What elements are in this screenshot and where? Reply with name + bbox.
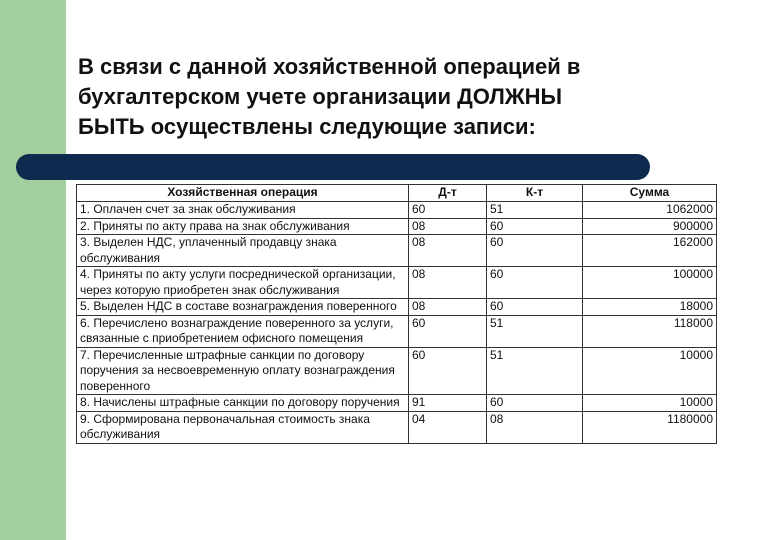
operations-table [76, 184, 717, 444]
cell-credit: 60 [487, 218, 583, 235]
title-line-2: бухгалтерском учете организации ДОЛЖНЫ [78, 84, 563, 109]
slide-title [78, 52, 728, 142]
header-debit: Д-т [409, 185, 487, 202]
cell-operation: 3. Выделен НДС, уплаченный продавцу знака обслуживания [77, 235, 409, 267]
cell-amount: 162000 [583, 235, 717, 267]
table-row [77, 411, 717, 443]
cell-debit: 91 [409, 395, 487, 412]
header-amount: Сумма [583, 185, 717, 202]
cell-debit: 08 [409, 299, 487, 316]
table-row [77, 202, 717, 219]
cell-debit: 04 [409, 411, 487, 443]
cell-debit: 08 [409, 218, 487, 235]
table-header-row [77, 185, 717, 202]
cell-amount: 100000 [583, 267, 717, 299]
cell-debit: 60 [409, 202, 487, 219]
header-operation: Хозяйственная операция [77, 185, 409, 202]
cell-operation: 8. Начислены штрафные санкции по договору поручения [77, 395, 409, 412]
title-line-3: БЫТЬ осуществлены следующие записи: [78, 114, 536, 139]
cell-credit: 51 [487, 315, 583, 347]
cell-debit: 60 [409, 347, 487, 395]
table-row [77, 218, 717, 235]
cell-debit: 08 [409, 267, 487, 299]
cell-operation: 5. Выделен НДС в составе вознаграждения поверенного [77, 299, 409, 316]
cell-debit: 08 [409, 235, 487, 267]
title-divider-bar [16, 154, 650, 180]
cell-amount: 118000 [583, 315, 717, 347]
cell-operation: 4. Приняты по акту услуги посреднической организации, через которую приобретен знак обслуживания [77, 267, 409, 299]
cell-amount: 10000 [583, 347, 717, 395]
cell-amount: 10000 [583, 395, 717, 412]
table-row [77, 299, 717, 316]
cell-amount: 900000 [583, 218, 717, 235]
cell-credit: 51 [487, 202, 583, 219]
table-row [77, 395, 717, 412]
cell-amount: 1180000 [583, 411, 717, 443]
table-row [77, 267, 717, 299]
header-credit: К-т [487, 185, 583, 202]
cell-operation: 1. Оплачен счет за знак обслуживания [77, 202, 409, 219]
cell-credit: 60 [487, 299, 583, 316]
cell-credit: 60 [487, 235, 583, 267]
cell-debit: 60 [409, 315, 487, 347]
cell-credit: 60 [487, 267, 583, 299]
title-line-1: В связи с данной хозяйственной операцией в [78, 54, 581, 79]
table-row [77, 347, 717, 395]
table-row [77, 235, 717, 267]
table-row [77, 315, 717, 347]
cell-credit: 08 [487, 411, 583, 443]
cell-credit: 60 [487, 395, 583, 412]
cell-credit: 51 [487, 347, 583, 395]
cell-operation: 6. Перечислено вознаграждение поверенного за услуги, связанные с приобретением офисного помещения [77, 315, 409, 347]
cell-amount: 1062000 [583, 202, 717, 219]
cell-amount: 18000 [583, 299, 717, 316]
cell-operation: 7. Перечисленные штрафные санкции по договору поручения за несвоевременную оплату вознаграждения поверенного [77, 347, 409, 395]
cell-operation: 9. Сформирована первоначальная стоимость знака обслуживания [77, 411, 409, 443]
cell-operation: 2. Приняты по акту права на знак обслуживания [77, 218, 409, 235]
